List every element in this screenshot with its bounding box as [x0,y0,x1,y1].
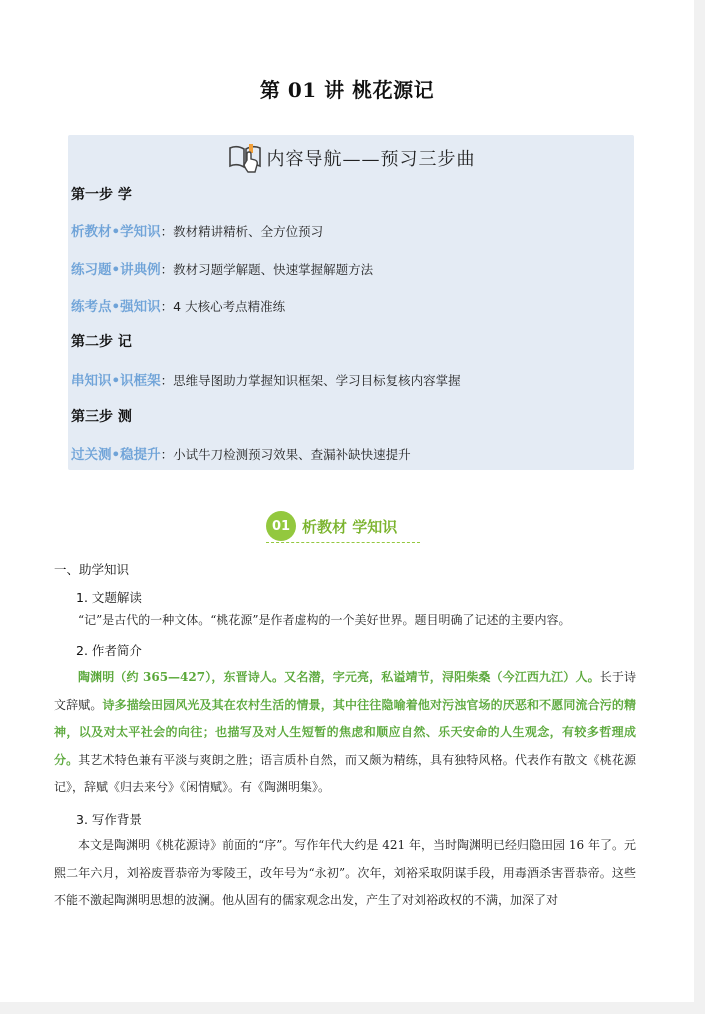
section-number: 01 [266,511,296,541]
section-divider [266,542,420,543]
step-two-title: 第二步 记 [71,334,132,350]
subheading-writing-background: 3. 写作背景 [76,812,142,827]
step-item-tag: 析教材•学知识 [71,224,161,240]
content-navigation-box [68,135,634,470]
step-item-tag: 串知识•识框架 [71,373,161,389]
step-item [71,258,373,278]
subheading-author-intro: 2. 作者简介 [76,643,142,658]
step-item [71,443,411,463]
nav-header [68,139,634,177]
heading-study-knowledge: 一、助学知识 [54,562,130,577]
step-three-title: 第三步 测 [71,409,132,425]
step-item-text: ：教材习题学解题、快速掌握解题方法 [160,262,374,277]
section-label: 析教材 学知识 [302,517,398,536]
paragraph-writing-background: 本文是陶渊明《桃花源诗》前面的“序”。写作年代大约是 421 年，当时陶渊明已经归隐田园 16 年了。元熙二年六月，刘裕废晋恭帝为零陵王，改年号为“永初”。次年，刘裕采取阴谋手段，用毒酒杀害晋恭帝。这些不能不激起陶渊明思想的波澜。他从固有的儒家观念出发，产生了对刘裕政权的不满，加深了对 [54,838,636,907]
step-item-tag: 练考点•强知识 [71,299,161,315]
plain-text: 其艺术特色兼有平淡与爽朗之胜；语言质朴自然，而又颇为精练，具有独特风格。代表作有散文《桃花源记》，辞赋《归去来兮》《闲情赋》。有《陶渊明集》。 [54,752,636,794]
plain-text: 长于诗文辞赋。 [54,670,636,712]
paragraph-title-analysis: “记”是古代的一种文体。“桃花源”是作者虚构的一个美好世界。题目明确了记述的主要内容。 [78,613,571,627]
paragraph-author-intro [54,664,636,802]
step-item-text: ：思维导图助力掌握知识框架、学习目标复核内容掌握 [160,373,461,388]
step-item-tag: 练习题•讲典例 [71,262,161,278]
section-badge [266,511,397,541]
step-item-text: ：4 大核心考点精准练 [160,299,286,314]
step-item-text: ：教材精讲精析、全方位预习 [160,224,324,239]
step-item-text: ：小试牛刀检测预习效果、查漏补缺快速提升 [160,447,411,462]
highlight-text: 陶渊明（约 365—427），东晋诗人。又名潜，字元亮，私谥靖节，浔阳柴桑（今江西九江）人。 [78,670,600,684]
step-item [71,220,323,240]
step-one-title: 第一步 学 [71,187,132,203]
step-item [71,295,285,315]
page-title: 第 01 讲 桃花源记 [259,78,435,102]
subheading-title-analysis: 1. 文题解读 [76,590,142,605]
step-item [71,369,461,389]
book-hand-icon [227,140,263,176]
nav-header-title: 内容导航——预习三步曲 [266,149,476,170]
highlight-text: 诗多描绘田园风光及其在农村生活的情景，其中往往隐喻着他对污浊官场的厌恶和不愿同流合污的精神，以及对太平社会的向往；也描写及对人生短暂的焦虑和顺应自然、乐天安命的人生观念，有较多哲理成分。 [54,697,636,767]
step-item-tag: 过关测•稳提升 [71,447,161,463]
